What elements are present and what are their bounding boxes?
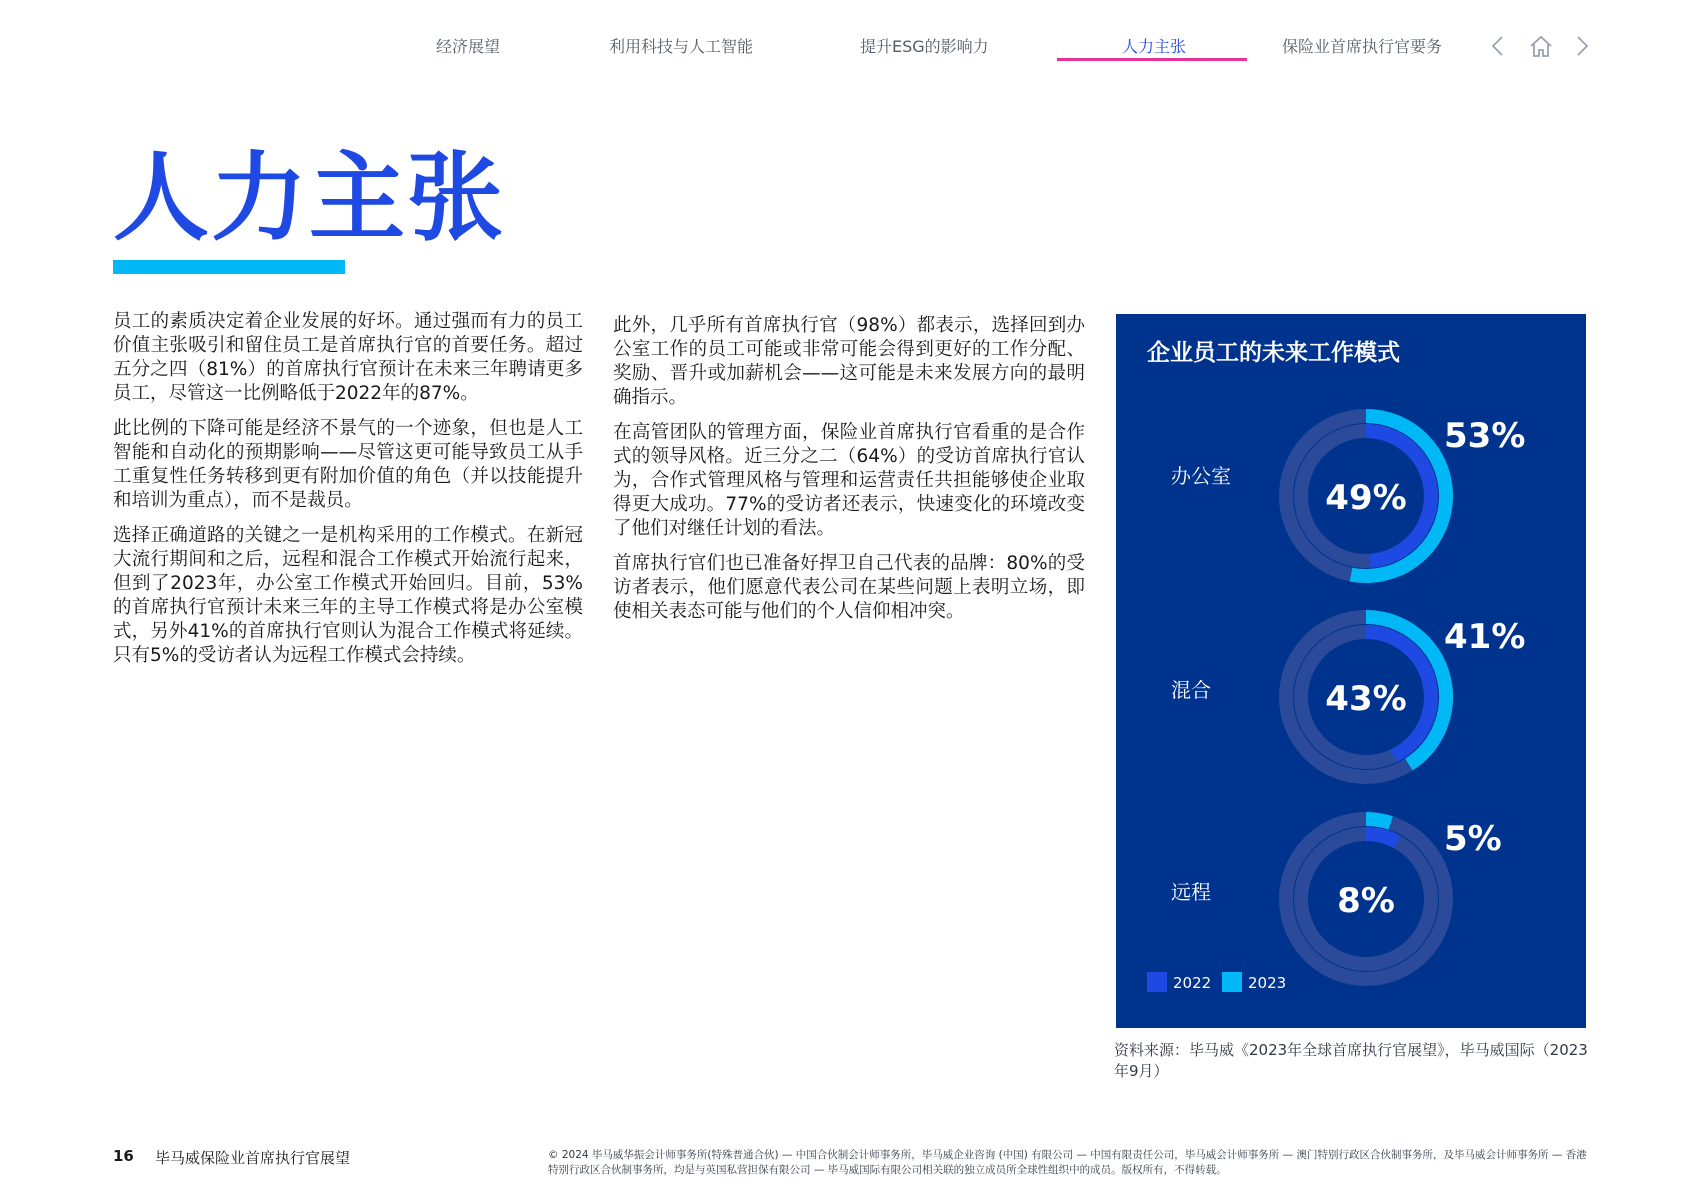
paragraph: 员工的素质决定着企业发展的好坏。通过强而有力的员工价值主张吸引和留住员工是首席执行官的首要任务。超过五分之四（81%）的首席执行官预计在未来三年聘请更多员工，尽管这一比例略低于2022年的87%。 [113,311,583,404]
title-accent-bar [113,260,345,274]
source-note: 资料来源：毕马威《2023年全球首席执行官展望》，毕马威国际（2023年9月） [1114,1041,1588,1080]
arc-2023-3 [1366,819,1391,823]
nav-active-underline [1057,58,1247,61]
donut-chart [1116,314,1586,1028]
nav-item-technology-ai[interactable]: 利用科技与人工智能 [609,37,754,56]
outer-value-2023: 5% [1444,819,1502,859]
center-value-2022: 8% [1337,881,1395,921]
chart-title: 企业员工的未来工作模式 [1147,340,1400,366]
paragraph: 此比例的下降可能是经济不景气的一个迹象，但也是人工智能和自动化的预期影响——尽管这更可能导致员工从手工重复性任务转移到更有附加价值的角色（并以技能提升和培训为重点），而不是裁员。 [113,418,583,511]
top-nav [0,28,1683,68]
nav-item-talent[interactable]: 人力主张 [1122,37,1187,56]
category-label: 远程 [1171,880,1211,904]
page-title: 人力主张 [113,142,505,254]
outer-value-2023: 53% [1444,416,1526,456]
paragraph: 首席执行官们也已准备好捍卫自己代表的品牌：80%的受访者表示，他们愿意代表公司在某些问题上表明立场，即使相关表态可能与他们的个人信仰相冲突。 [613,553,1085,622]
chart-panel [1116,314,1586,1028]
nav-item-economy[interactable]: 经济展望 [436,37,501,56]
legend-label-2022: 2022 [1173,974,1212,992]
paragraph: 选择正确道路的关键之一是机构采用的工作模式。在新冠大流行期间和之后，远程和混合工作模式开始流行起来，但到了2023年，办公室工作模式开始回归。目前，53%的首席执行官预计未来三年的主导工作模式将是办公室模式，另外41%的首席执行官则认为混合工作模式将延续。只有5%的受访者认为远程工作模式会持续。 [113,525,583,666]
footer-title: 毕马威保险业首席执行官展望 [155,1149,351,1167]
paragraph: 此外，几乎所有首席执行官（98%）都表示，选择回到办公室工作的员工可能或非常可能会得到更好的工作分配、奖励、晋升或加薪机会——这可能是未来发展方向的最明确指示。 [613,315,1085,408]
center-value-2022: 49% [1325,478,1407,518]
legend-label-2023: 2023 [1248,974,1287,992]
nav-item-ceo-priorities[interactable]: 保险业首席执行官要务 [1282,37,1443,56]
legend-swatch-2022 [1147,972,1167,992]
category-label: 办公室 [1171,464,1231,488]
chevron-left-icon[interactable] [1484,32,1512,60]
home-icon[interactable] [1527,32,1555,60]
outer-value-2023: 41% [1444,617,1526,657]
chevron-right-icon[interactable] [1568,32,1596,60]
body-column-1 [113,310,583,679]
arc-2022-3 [1366,834,1397,842]
legend-swatch-2023 [1222,972,1242,992]
body-column-2 [613,314,1085,635]
nav-item-esg[interactable]: 提升ESG的影响力 [860,37,989,56]
paragraph: 在高管团队的管理方面，保险业首席执行官看重的是合作式的领导风格。近三分之二（64%）的受访首席执行官认为，合作式管理风格与管理和运营责任共担能够使企业取得更大成功。77%的受访者还表示，快速变化的环境改变了他们对继任计划的看法。 [613,422,1085,539]
category-label: 混合 [1171,678,1211,702]
center-value-2022: 43% [1325,679,1407,719]
page-number: 16 [113,1147,134,1165]
legal-notice: © 2024 毕马威华振会计师事务所(特殊普通合伙) — 中国合伙制会计师事务所，毕马威企业咨询 (中国) 有限公司 — 中国有限责任公司，毕马威会计师事务所 — 澳门特别行政区合伙制事务所，及毕马威会计师事务所 — 香港特别行政区合伙制事务所，均是与英国私营担保有限公司 — 毕马威国际有限公司相关联的独立成员所全球性组织中的成员。版权所有，不得转载。 [548,1149,1587,1176]
